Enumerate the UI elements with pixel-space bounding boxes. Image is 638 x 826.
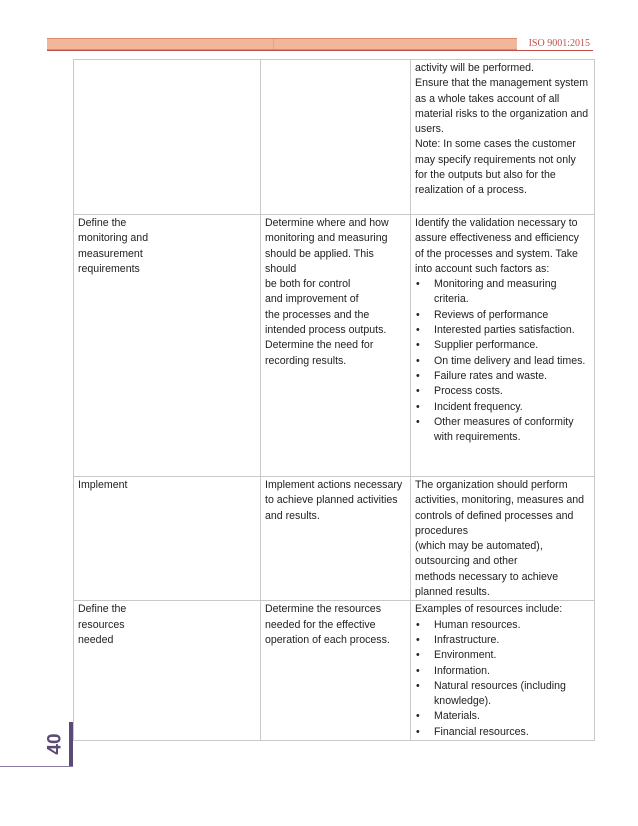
row-label-cell	[74, 60, 261, 215]
page-number-bar	[69, 722, 73, 766]
list-item: • Interested parties satisfaction.	[415, 323, 590, 338]
row-action-cell	[261, 215, 411, 477]
list-item: • On time delivery and lead times.	[415, 354, 590, 369]
row-label-cell	[74, 215, 261, 477]
list-item: • Monitoring and measuring criteria.	[415, 277, 590, 308]
row-detail-cell	[411, 601, 595, 741]
row-action: Determine the resources needed for the effective operation of each process.	[265, 603, 390, 646]
row-detail: Examples of resources include:	[415, 603, 563, 616]
header-divider	[273, 39, 274, 49]
list-item: • Other measures of conformity with requirements.	[415, 415, 590, 446]
page-number	[46, 722, 66, 766]
list-item: • Reviews of performance	[415, 308, 590, 323]
list-item: • Supplier performance.	[415, 338, 590, 353]
list-item: • Human resources.	[415, 618, 590, 633]
row-label: Define the resources needed	[78, 603, 127, 646]
row-label: Define the monitoring and measurement requirements	[78, 217, 149, 275]
bullet-list	[415, 618, 590, 740]
table-row	[74, 477, 595, 601]
row-action: Implement actions necessary to achieve planned activities and results.	[265, 479, 403, 522]
row-label-cell	[74, 477, 261, 601]
list-item: • Information.	[415, 664, 590, 679]
row-detail: activity will be performed. Ensure that the management system as a whole takes account of all material risks to the organization and users. Note: In some cases the customer may specify requirements not only for the outputs but also for the realization of a process.	[415, 62, 589, 197]
header-bar	[47, 38, 517, 50]
table-body	[74, 60, 595, 741]
row-detail-cell	[411, 477, 595, 601]
row-label-cell	[74, 601, 261, 741]
row-action-cell	[261, 477, 411, 601]
list-item: • Materials.	[415, 709, 590, 724]
page-number-rule	[0, 766, 73, 767]
page-number-text: 40	[45, 733, 67, 755]
row-action: Determine where and how monitoring and measuring should be applied. This should be both for control and improvement of the processes and the intended process outputs. Determine the need for recording results.	[265, 217, 389, 367]
row-action-cell	[261, 601, 411, 741]
list-item: • Incident frequency.	[415, 400, 590, 415]
list-item: • Infrastructure.	[415, 633, 590, 648]
table-row	[74, 601, 595, 741]
header-rule	[47, 50, 593, 51]
list-item: • Environment.	[415, 648, 590, 663]
table-row	[74, 60, 595, 215]
row-detail-cell	[411, 215, 595, 477]
list-item: • Natural resources (including knowledge).	[415, 679, 590, 710]
list-item: • Process costs.	[415, 384, 590, 399]
header-title: ISO 9001:2015	[528, 38, 590, 49]
row-label: Implement	[78, 479, 128, 491]
process-table	[73, 59, 595, 741]
table-row	[74, 215, 595, 477]
row-detail-cell	[411, 60, 595, 215]
row-action-cell	[261, 60, 411, 215]
row-detail: The organization should perform activities, monitoring, measures and controls of defined processes and procedures (which may be automated), outsourcing and other methods necessary to achieve planned results.	[415, 479, 584, 599]
list-item: • Financial resources.	[415, 725, 590, 740]
bullet-list	[415, 277, 590, 445]
list-item: • Failure rates and waste.	[415, 369, 590, 384]
row-detail: Identify the validation necessary to assure effectiveness and efficiency of the processes and system. Take into account such factors as:	[415, 217, 579, 275]
